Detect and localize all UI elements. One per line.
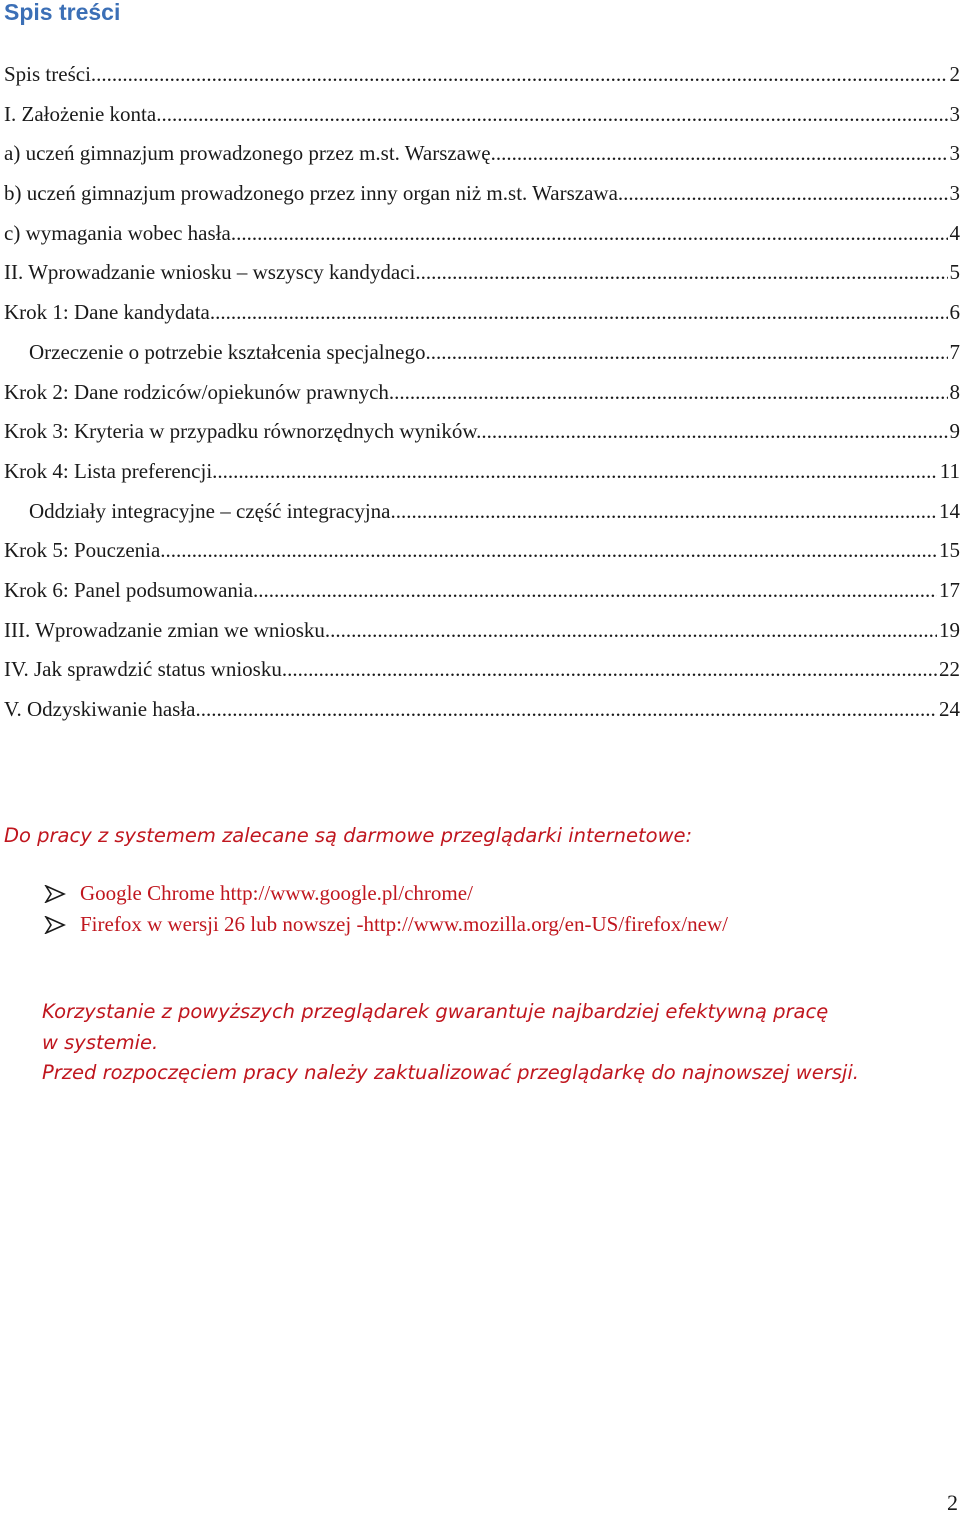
toc-dot-leader [258, 571, 937, 611]
toc-dot-leader [491, 134, 948, 174]
closing-note-line: Przed rozpoczęciem pracy należy zaktualizować przeglądarkę do najnowszej wersji. [42, 1058, 942, 1089]
toc-entry-title: b) uczeń gimnazjum prowadzonego przez inny organ niż m.st. Warszawa. [4, 174, 623, 214]
toc-entry-title: Spis treści [4, 55, 91, 95]
browser-item-firefox [44, 909, 728, 940]
toc-entry-page: 7 [948, 333, 960, 373]
toc-entry-title: IV. Jak sprawdzić status wniosku [4, 650, 282, 690]
toc-entry[interactable] [4, 531, 960, 571]
toc-entry-title: I. Założenie konta [4, 95, 156, 135]
toc-dot-leader [391, 492, 938, 532]
toc-dot-leader [91, 55, 948, 95]
browser-list [44, 878, 728, 940]
toc-dot-leader [415, 253, 947, 293]
toc-entry-page: 9 [948, 412, 960, 452]
toc-entry[interactable] [4, 412, 960, 452]
closing-note-line: Korzystanie z powyższych przeglądarek gwarantuje najbardziej efektywną pracę [42, 997, 942, 1028]
toc-entry-title: Krok 5: Pouczenia. [4, 531, 166, 571]
toc-entry-page: 2 [948, 55, 960, 95]
toc-entry-page: 24 [937, 690, 960, 730]
toc-entry[interactable] [4, 650, 960, 690]
toc-dot-leader [231, 214, 948, 254]
toc-heading: Spis treści [4, 0, 120, 24]
toc-entry-title: Krok 3: Kryteria w przypadku równorzędnych wyników. [4, 412, 481, 452]
toc-entry[interactable] [4, 174, 960, 214]
toc-entry[interactable] [4, 95, 960, 135]
toc-dot-leader [623, 174, 947, 214]
page-number: 2 [947, 1490, 958, 1516]
toc-entry-title: Oddziały integracyjne – część integracyjna [29, 492, 391, 532]
toc-dot-leader [196, 690, 938, 730]
toc-entry-page: 5 [948, 253, 960, 293]
toc-entry[interactable] [4, 452, 960, 492]
toc-dot-leader [215, 293, 947, 333]
toc-entry-title: II. Wprowadzanie wniosku – wszyscy kandydaci [4, 253, 415, 293]
browser-item-label: Firefox w wersji 26 lub nowszej -http://www.mozilla.org/en-US/firefox/new/ [80, 912, 728, 937]
toc-dot-leader [481, 412, 947, 452]
toc-entry-page: 6 [948, 293, 960, 333]
toc-entry-title: Krok 1: Dane kandydata. [4, 293, 215, 333]
toc-entry-page: 8 [948, 373, 960, 413]
toc-dot-leader [325, 611, 937, 651]
toc-entry[interactable] [4, 492, 960, 532]
toc-entry-title: Krok 2: Dane rodziców/opiekunów prawnych. [4, 373, 394, 413]
toc-entry[interactable] [4, 373, 960, 413]
toc-entry-page: 17 [937, 571, 960, 611]
toc-entry-page: 3 [948, 95, 960, 135]
browser-item-label: Google Chrome http://www.google.pl/chrome/ [80, 881, 473, 906]
arrowhead-bullet-icon [44, 885, 66, 903]
toc-dot-leader [394, 373, 947, 413]
toc-entry-page: 15 [937, 531, 960, 571]
toc-entry-page: 22 [937, 650, 960, 690]
toc-entry-title: Krok 6: Panel podsumowania. [4, 571, 258, 611]
toc-entry[interactable] [4, 690, 960, 730]
toc-dot-leader [425, 333, 947, 373]
toc-entry-title: V. Odzyskiwanie hasła [4, 690, 196, 730]
toc-dot-leader [282, 650, 937, 690]
closing-note [42, 997, 942, 1089]
toc-entry[interactable] [4, 134, 960, 174]
toc-entry-page: 14 [937, 492, 960, 532]
toc-entry[interactable] [4, 55, 960, 95]
toc-entry-title: III. Wprowadzanie zmian we wniosku [4, 611, 325, 651]
toc-entry-page: 3 [948, 134, 960, 174]
table-of-contents [4, 55, 960, 730]
toc-entry-page: 19 [937, 611, 960, 651]
toc-entry-title: Krok 4: Lista preferencji. [4, 452, 217, 492]
toc-entry-title: a) uczeń gimnazjum prowadzonego przez m.st. Warszawę [4, 134, 491, 174]
toc-dot-leader [166, 531, 937, 571]
toc-entry-title: Orzeczenie o potrzebie kształcenia specjalnego [29, 333, 425, 373]
arrowhead-bullet-icon [44, 916, 66, 934]
toc-entry-page: 11 [938, 452, 960, 492]
toc-entry[interactable] [4, 571, 960, 611]
toc-entry[interactable] [4, 333, 960, 373]
toc-entry[interactable] [4, 611, 960, 651]
browser-item-chrome [44, 878, 728, 909]
toc-entry[interactable] [4, 214, 960, 254]
toc-entry-page: 3 [948, 174, 960, 214]
browser-recommendation: Do pracy z systemem zalecane są darmowe przeglądarki internetowe: [4, 820, 692, 852]
closing-note-line: w systemie. [42, 1028, 942, 1059]
toc-entry-page: 4 [948, 214, 960, 254]
toc-dot-leader [156, 95, 947, 135]
toc-dot-leader [217, 452, 937, 492]
toc-entry-title: c) wymagania wobec hasła [4, 214, 231, 254]
toc-entry[interactable] [4, 253, 960, 293]
toc-entry[interactable] [4, 293, 960, 333]
